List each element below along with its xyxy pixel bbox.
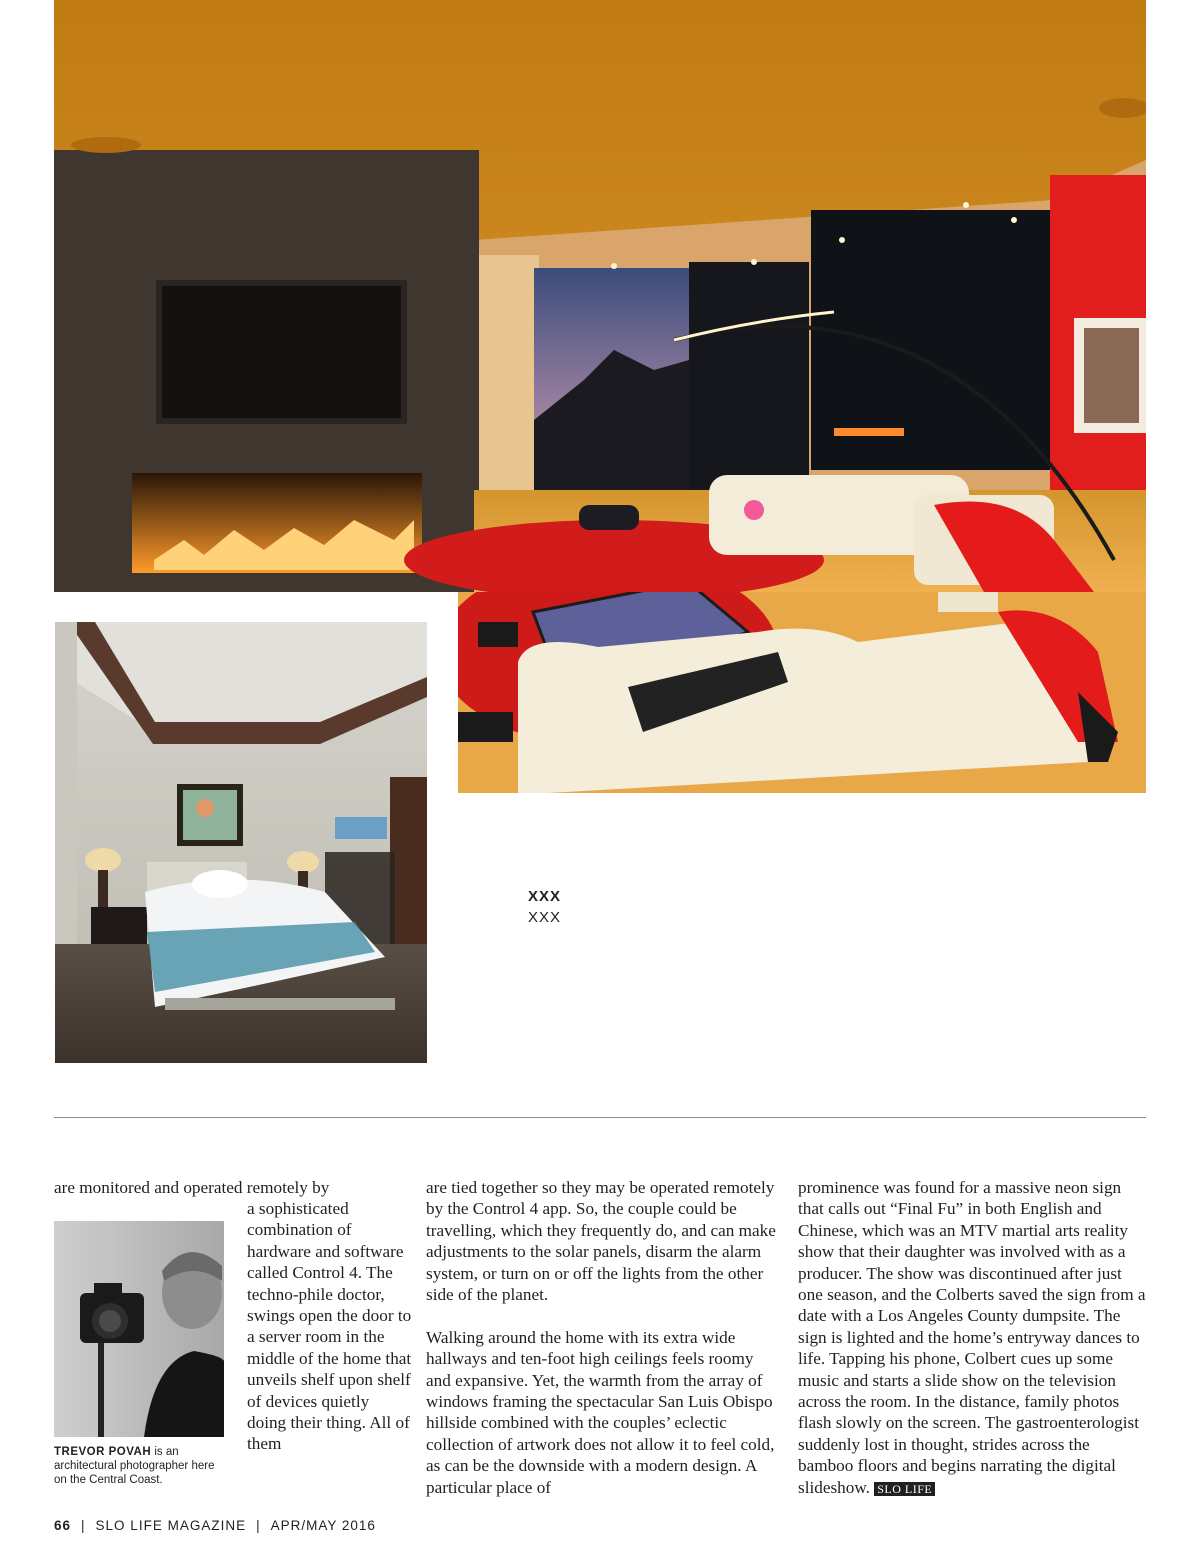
column-2-paragraph-2: Walking around the home with its extra wide hallways and ten-foot high ceilings feels roomy and expansive. Yet, the warmth from the array of windows framing the spectacular San Luis Obispo hillside combined with the couples’ eclectic collection of artwork does not allow it to feel cold, as can be the downside with a modern design. A particular place of [426, 1327, 775, 1497]
photo-caption [528, 886, 561, 928]
column-1-wrapped-text: a sophisticated combination of hardware and software called Control 4. The techno-phile doctor, swings open the door to a server room in the middle of the home that unveils shelf upon shelf of devices quietly doing their thing. All of them [247, 1199, 412, 1454]
author-box [54, 1221, 224, 1487]
column-3-paragraph-1: prominence was found for a massive neon sign that calls out “Final Fu” in both English and Chinese, which was an MTV martial arts reality show that their daughter was involved with as a producer. The show was discontinued after just one season, and the Colberts saved the sign from a date with a Los Angeles County dumpsite. The sign is lighted and the home’s entryway dances to life. Tapping his phone, Colbert cues up some music and starts a slide show on the television across the room. In the distance, family photos flash slowly on the screen. The gastroenterologist suddenly lost in thought, strides across the bamboo floors and begins narrating the digital slideshow. [798, 1178, 1146, 1497]
column-1-lead-text: are monitored and operated remotely by [54, 1178, 330, 1197]
author-name: TREVOR POVAH [54, 1446, 152, 1458]
page-number: 66 [54, 1518, 72, 1533]
author-bio [54, 1445, 224, 1487]
bedroom-photo [55, 622, 427, 1063]
article-column-2 [426, 1177, 776, 1498]
end-mark: SLO LIFE [874, 1482, 935, 1496]
magazine-name: SLO LIFE MAGAZINE [95, 1518, 247, 1533]
issue-date: APR/MAY 2016 [270, 1518, 376, 1533]
author-description: is an architectural photographer here on the Central Coast. [54, 1446, 215, 1486]
section-divider [54, 1117, 1146, 1118]
author-portrait [54, 1221, 224, 1437]
caption-title: XXX [528, 888, 562, 905]
living-room-photo [54, 0, 1146, 592]
column-2-paragraph-1: are tied together so they may be operated remotely by the Control 4 app. So, the couple could be travelling, which they frequently do, and can make adjustments to the solar panels, disarm the alarm system, or turn on or off the lights from the other side of the planet. [426, 1178, 776, 1305]
caption-text: XXX [528, 909, 562, 926]
article-column-3 [798, 1177, 1148, 1500]
living-room-sofa-photo [458, 592, 1146, 793]
page-footer: 66 | SLO LIFE MAGAZINE | APR/MAY 2016 [54, 1518, 376, 1533]
